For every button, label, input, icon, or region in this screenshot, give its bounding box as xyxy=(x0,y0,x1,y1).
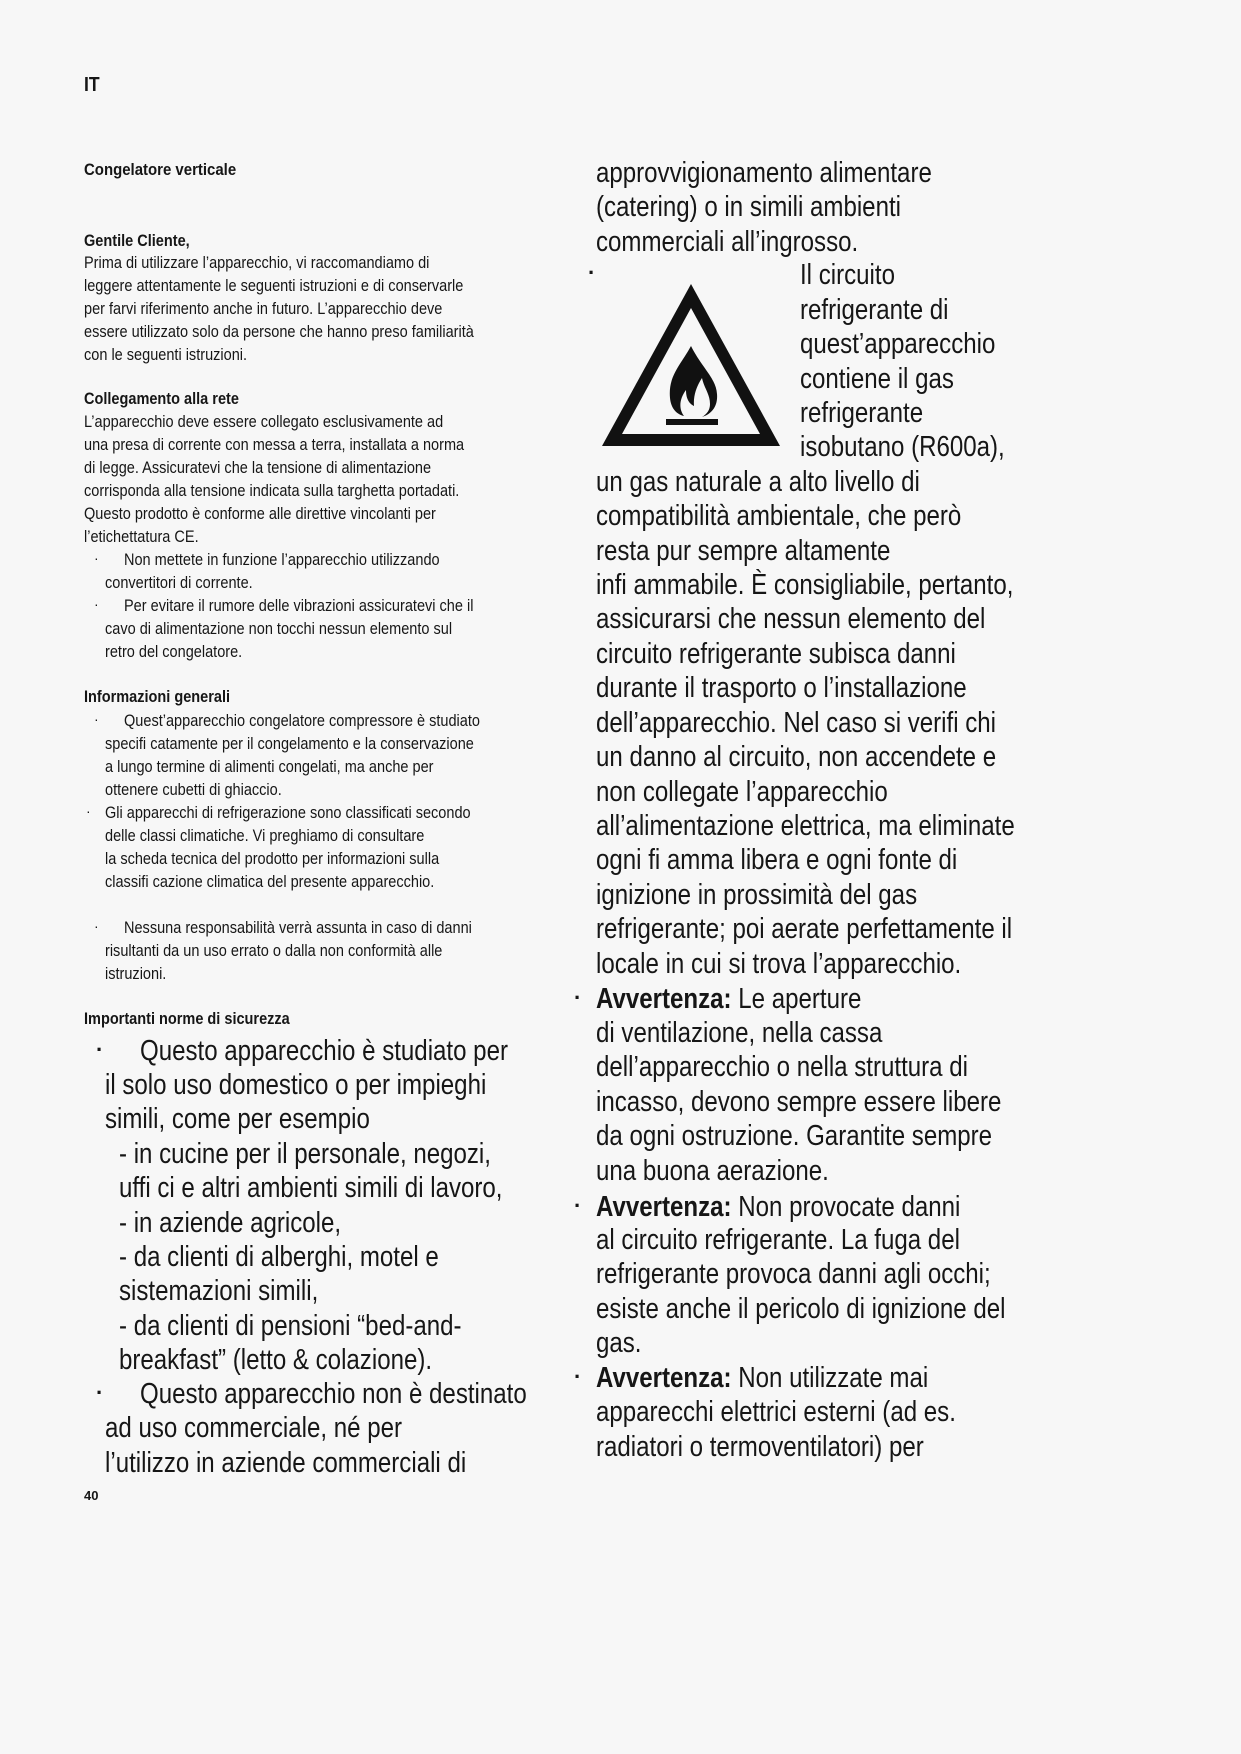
safety-line: Questo apparecchio non è destinato xyxy=(140,1378,527,1410)
greeting-line: con le seguenti istruzioni. xyxy=(84,346,248,364)
document-title: Congelatore verticale xyxy=(84,160,237,179)
right-line: ignizione in prossimità del gas xyxy=(596,879,918,911)
safety-line: l’utilizzo in aziende commerciali di xyxy=(105,1447,467,1479)
right-line: apparecchi elettrici esterni (ad es. xyxy=(596,1396,956,1428)
right-line: approvvigionamento alimentare xyxy=(596,157,932,189)
general-bullet-line: risultanti da un uso errato o dalla non conformità alle xyxy=(105,942,443,960)
safety-line: - da clienti di pensioni “bed-and- xyxy=(119,1310,462,1342)
right-line: non collegate l’apparecchio xyxy=(596,776,888,808)
bullet-marker: · xyxy=(574,1364,582,1389)
language-code: IT xyxy=(84,74,100,96)
right-line: radiatori o termoventilatori) per xyxy=(596,1431,924,1463)
greeting-line: Prima di utilizzare l’apparecchio, vi raccomandiamo di xyxy=(84,254,430,272)
warning-first-line xyxy=(596,982,861,1016)
right-line: all’alimentazione elettrica, ma eliminate xyxy=(596,810,1015,842)
network-bullet-line: cavo di alimentazione non tocchi nessun elemento sul xyxy=(105,620,453,638)
greeting-line: leggere attentamente le seguenti istruzioni e di conservarle xyxy=(84,277,464,295)
right-line: locale in cui si trova l’apparecchio. xyxy=(596,948,962,980)
general-bullet-line: classifi cazione climatica del presente apparecchio. xyxy=(105,873,435,891)
safety-line: breakfast” (letto & colazione). xyxy=(119,1344,433,1376)
right-line: refrigerante di xyxy=(800,294,949,326)
right-line: gas. xyxy=(596,1327,642,1359)
warning-label: Avvertenza: xyxy=(596,983,732,1015)
network-line: di legge. Assicuratevi che la tensione di alimentazione xyxy=(84,459,432,477)
right-line: circuito refrigerante subisca danni xyxy=(596,638,956,670)
bullet-marker: · xyxy=(574,985,582,1010)
general-heading: Informazioni generali xyxy=(84,688,231,706)
safety-line: Questo apparecchio è studiato per xyxy=(140,1035,508,1067)
right-line: ogni fi amma libera e ogni fonte di xyxy=(596,844,958,876)
bullet-marker: · xyxy=(588,260,596,285)
right-line: dell’apparecchio. Nel caso si verifi chi xyxy=(596,707,997,739)
general-bullet-line: la scheda tecnica del prodotto per informazioni sulla xyxy=(105,850,440,868)
right-line: infi ammabile. È consigliabile, pertanto, xyxy=(596,569,1014,601)
greeting-line: per farvi riferimento anche in futuro. L’apparecchio deve xyxy=(84,300,443,318)
warning-text: Non provocate danni xyxy=(731,1191,961,1223)
right-line: assicurarsi che nessun elemento del xyxy=(596,603,986,635)
right-line: esiste anche il pericolo di ignizione del xyxy=(596,1293,1006,1325)
network-line: Questo prodotto è conforme alle direttive vincolanti per xyxy=(84,505,436,523)
bullet-marker: · xyxy=(574,1193,582,1218)
right-line: di ventilazione, nella cassa xyxy=(596,1017,883,1049)
right-line: commerciali all’ingrosso. xyxy=(596,226,859,258)
safety-line: - in aziende agricole, xyxy=(119,1207,342,1239)
right-line: durante il trasporto o l’installazione xyxy=(596,672,967,704)
safety-line: ad uso commerciale, né per xyxy=(105,1412,403,1444)
bullet-marker: · xyxy=(96,1037,104,1062)
warning-first-line xyxy=(596,1361,928,1395)
bullet-marker: · xyxy=(94,711,99,727)
warning-text: Le aperture xyxy=(731,983,862,1015)
right-line: isobutano (R600a), xyxy=(800,431,1005,463)
right-line: (catering) o in simili ambienti xyxy=(596,191,901,223)
network-line: corrisponda alla tensione indicata sulla targhetta portadati. xyxy=(84,482,460,500)
page-number: 40 xyxy=(84,1488,99,1503)
right-line: Il circuito xyxy=(800,259,895,291)
network-line: l’etichettatura CE. xyxy=(84,528,199,546)
bullet-marker: · xyxy=(96,1380,104,1405)
general-bullet-line: specifi catamente per il congelamento e la conservazione xyxy=(105,735,474,753)
safety-line: il solo uso domestico o per impieghi xyxy=(105,1069,487,1101)
network-bullet-line: convertitori di corrente. xyxy=(105,574,253,592)
right-line: incasso, devono sempre essere libere xyxy=(596,1086,1002,1118)
warning-label: Avvertenza: xyxy=(596,1362,732,1394)
general-bullet-line: Nessuna responsabilità verrà assunta in caso di danni xyxy=(124,919,472,937)
right-line: dell’apparecchio o nella struttura di xyxy=(596,1051,968,1083)
right-line: un gas naturale a alto livello di xyxy=(596,466,920,498)
right-line: al circuito refrigerante. La fuga del xyxy=(596,1224,960,1256)
right-line: un danno al circuito, non accendete e xyxy=(596,741,997,773)
right-line: refrigerante; poi aerate perfettamente il xyxy=(596,913,1013,945)
right-line: refrigerante xyxy=(800,397,924,429)
right-line: una buona aerazione. xyxy=(596,1155,829,1187)
right-line: quest’apparecchio xyxy=(800,328,996,360)
general-bullet-line: Gli apparecchi di refrigerazione sono classificati secondo xyxy=(105,804,471,822)
right-line: contiene il gas xyxy=(800,363,954,395)
safety-line: simili, come per esempio xyxy=(105,1103,370,1135)
bullet-marker: · xyxy=(94,550,99,566)
safety-heading: Importanti norme di sicurezza xyxy=(84,1010,290,1028)
network-bullet-line: retro del congelatore. xyxy=(105,643,243,661)
safety-line: sistemazioni simili, xyxy=(119,1275,319,1307)
general-bullet-line: ottenere cubetti di ghiaccio. xyxy=(105,781,282,799)
general-bullet-line: delle classi climatiche. Vi preghiamo di consultare xyxy=(105,827,425,845)
warning-text: Non utilizzate mai xyxy=(731,1362,929,1394)
safety-line: - da clienti di alberghi, motel e xyxy=(119,1241,439,1273)
right-line: refrigerante provoca danni agli occhi; xyxy=(596,1258,991,1290)
right-line: compatibilità ambientale, che però xyxy=(596,500,962,532)
warning-label: Avvertenza: xyxy=(596,1191,732,1223)
general-bullet-line: Quest’apparecchio congelatore compressore è studiato xyxy=(124,712,480,730)
warning-first-line xyxy=(596,1190,960,1224)
network-line: L’apparecchio deve essere collegato esclusivamente ad xyxy=(84,413,444,431)
greeting-heading: Gentile Cliente, xyxy=(84,232,190,250)
bullet-marker: · xyxy=(94,596,99,612)
greeting-line: essere utilizzato solo da persone che hanno preso familiarità xyxy=(84,323,474,341)
general-bullet-line: a lungo termine di alimenti congelati, ma anche per xyxy=(105,758,434,776)
flammable-warning-icon xyxy=(598,280,784,450)
safety-line: uffi ci e altri ambienti simili di lavoro, xyxy=(119,1172,503,1204)
network-bullet-line: Non mettete in funzione l’apparecchio utilizzando xyxy=(124,551,440,569)
right-line: resta pur sempre altamente xyxy=(596,535,891,567)
general-bullet-line: istruzioni. xyxy=(105,965,167,983)
right-line: da ogni ostruzione. Garantite sempre xyxy=(596,1120,993,1152)
network-bullet-line: Per evitare il rumore delle vibrazioni assicuratevi che il xyxy=(124,597,474,615)
safety-line: - in cucine per il personale, negozi, xyxy=(119,1138,491,1170)
network-heading: Collegamento alla rete xyxy=(84,390,239,408)
bullet-marker: · xyxy=(94,918,99,934)
network-line: una presa di corrente con messa a terra, installata a norma xyxy=(84,436,465,454)
bullet-marker: · xyxy=(86,803,91,819)
